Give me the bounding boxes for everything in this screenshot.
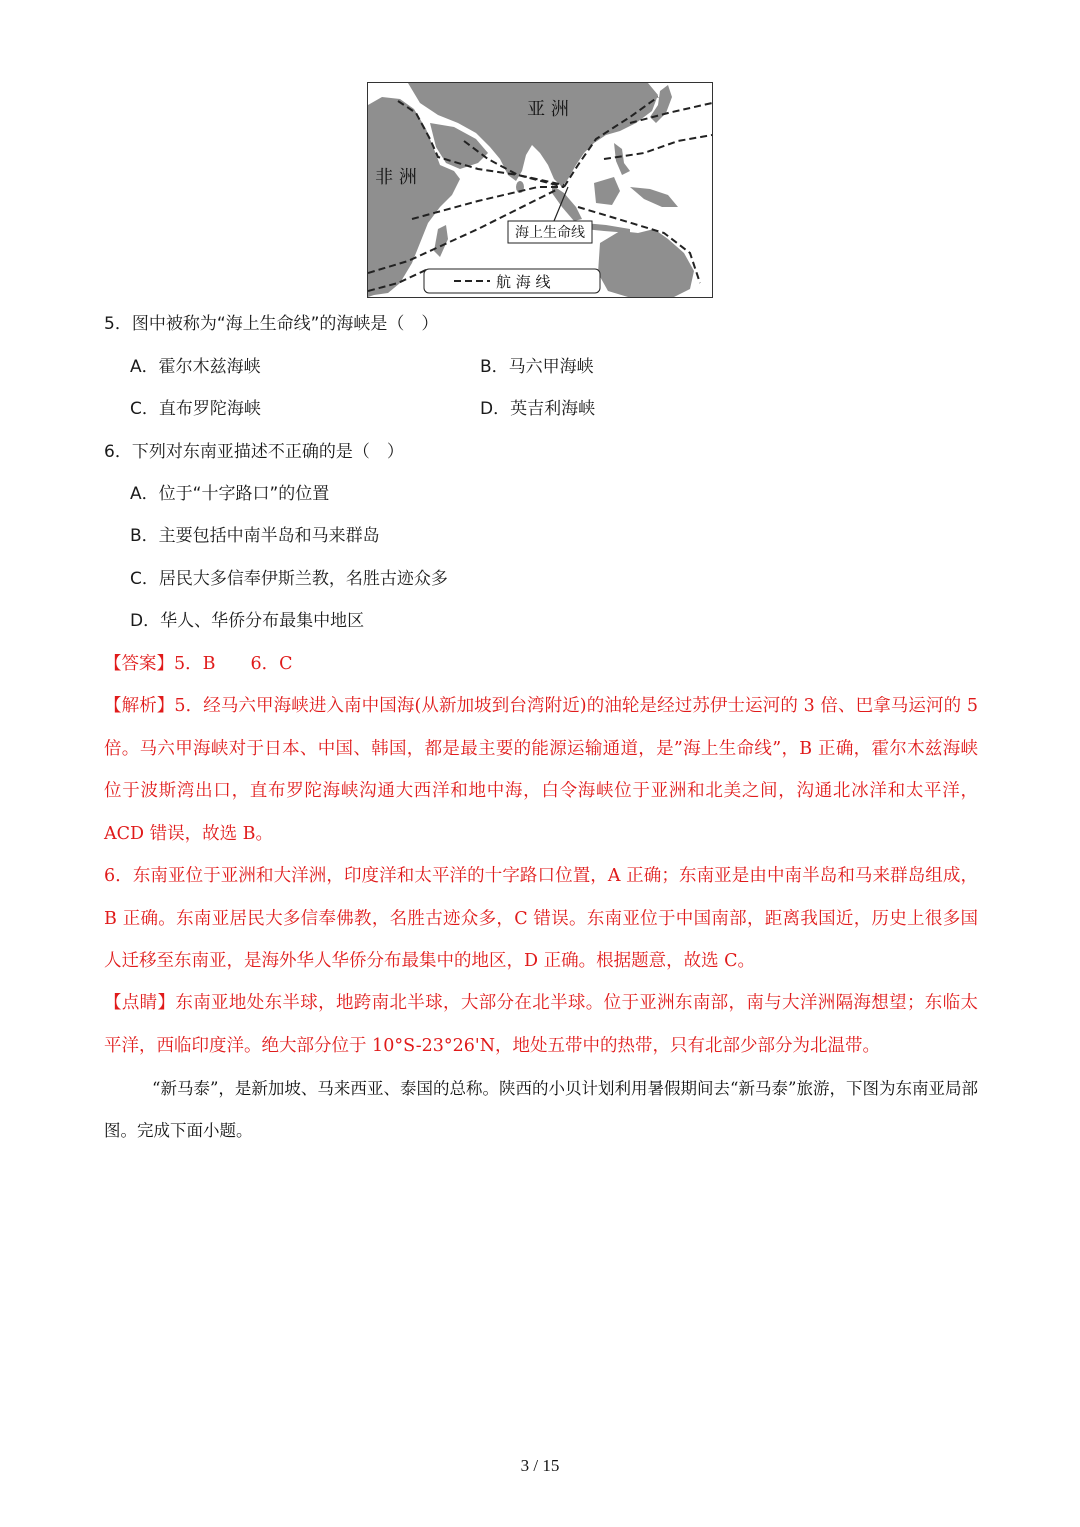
q6-option-d xyxy=(130,609,364,633)
shipping-route-map xyxy=(367,82,713,298)
borneo xyxy=(594,177,620,205)
next-section-intro: “新马泰”，是新加坡、马来西亚、泰国的总称。陕西的小贝计划利用暑假期间去“新马泰”旅游，下图为东南亚局部图。完成下面小题。 xyxy=(104,1079,978,1140)
analysis-q5-text: 5．经马六甲海峡进入南中国海(从新加坡到台湾附近)的油轮是经过苏伊士运河的 3 倍、巴拿马运河的 5 倍。马六甲海峡对于日本、中国、韩国，都是最主要的能源运输通道，是”海上生命线”，B 正确，霍尔木兹海峡位于波斯湾出口，直布罗陀海峡沟通大西洋和地中海，白令海峡位于亚洲和北美之间，沟通北冰洋和太平洋，ACD 错误，故选 B。 xyxy=(104,696,978,844)
answer-line xyxy=(104,652,293,676)
new-guinea xyxy=(630,187,678,207)
option-key: D． xyxy=(130,611,161,631)
option-text: 直布罗陀海峡 xyxy=(158,399,261,419)
q5-option-b xyxy=(480,355,594,379)
question-5-stem: 5．图中被称为“海上生命线”的海峡是（ ） xyxy=(104,314,439,334)
comment-text: 东南亚地处东半球，地跨南北半球，大部分在北半球。位于亚洲东南部，南与大洋洲隔海想望；东临太平洋，西临印度洋。绝大部分位于 10°S-23°26'N，地处五带中的热带，只有北部少部分为北温带。 xyxy=(104,993,978,1056)
option-key: C． xyxy=(130,569,159,589)
option-key: B． xyxy=(130,526,159,546)
q6-option-b xyxy=(130,524,380,548)
option-text: 华人、华侨分布最集中地区 xyxy=(160,611,365,631)
map-svg xyxy=(368,83,712,297)
analysis-tag: 【解析】 xyxy=(104,696,175,716)
option-text: 主要包括中南半岛和马来群岛 xyxy=(158,526,380,546)
comment-tag: 【点睛】 xyxy=(104,993,176,1013)
analysis-q6: 6．东南亚位于亚洲和大洋洲，印度洋和太平洋的十字路口位置，A 正确；东南亚是由中南半岛和马来群岛组成，B 正确。东南亚居民大多信奉佛教，名胜古迹众多，C 错误。东南亚位于中国南部，距离我国近，历史上很多国人迁移至东南亚，是海外华人华侨分布最集中的地区，D 正确。根据题意，故选 C。 xyxy=(104,866,978,971)
option-text: 霍尔木兹海峡 xyxy=(158,357,261,377)
option-key: B． xyxy=(480,357,509,377)
q5-option-c xyxy=(130,397,261,421)
answer-text: 5．B 6．C xyxy=(174,654,293,674)
q5-option-a xyxy=(130,355,261,379)
q6-option-a xyxy=(130,482,329,506)
option-key: A． xyxy=(130,357,159,377)
q6-option-c xyxy=(130,567,448,591)
option-key: D． xyxy=(480,399,511,419)
callout-label: 海上生命线 xyxy=(515,225,585,241)
analysis-q5 xyxy=(104,685,978,855)
australia xyxy=(598,229,694,297)
comment-block xyxy=(104,982,978,1067)
option-text: 马六甲海峡 xyxy=(508,357,594,377)
q5-option-d xyxy=(480,397,595,421)
option-key: C． xyxy=(130,399,159,419)
option-text: 位于“十字路口”的位置 xyxy=(158,484,330,504)
asia-label: 亚 洲 xyxy=(527,99,569,120)
question-6-stem: 6．下列对东南亚描述不正确的是（ ） xyxy=(104,442,404,462)
africa-label: 非 洲 xyxy=(375,167,417,188)
page-number: 3 / 15 xyxy=(520,1456,560,1475)
option-key: A． xyxy=(130,484,159,504)
philippines xyxy=(614,143,630,175)
madagascar xyxy=(434,225,448,257)
option-text: 居民大多信奉伊斯兰教，名胜古迹众多 xyxy=(158,569,448,589)
option-text: 英吉利海峡 xyxy=(510,399,596,419)
answer-tag: 【答案】 xyxy=(104,654,174,674)
legend-label: 航 海 线 xyxy=(496,273,551,291)
